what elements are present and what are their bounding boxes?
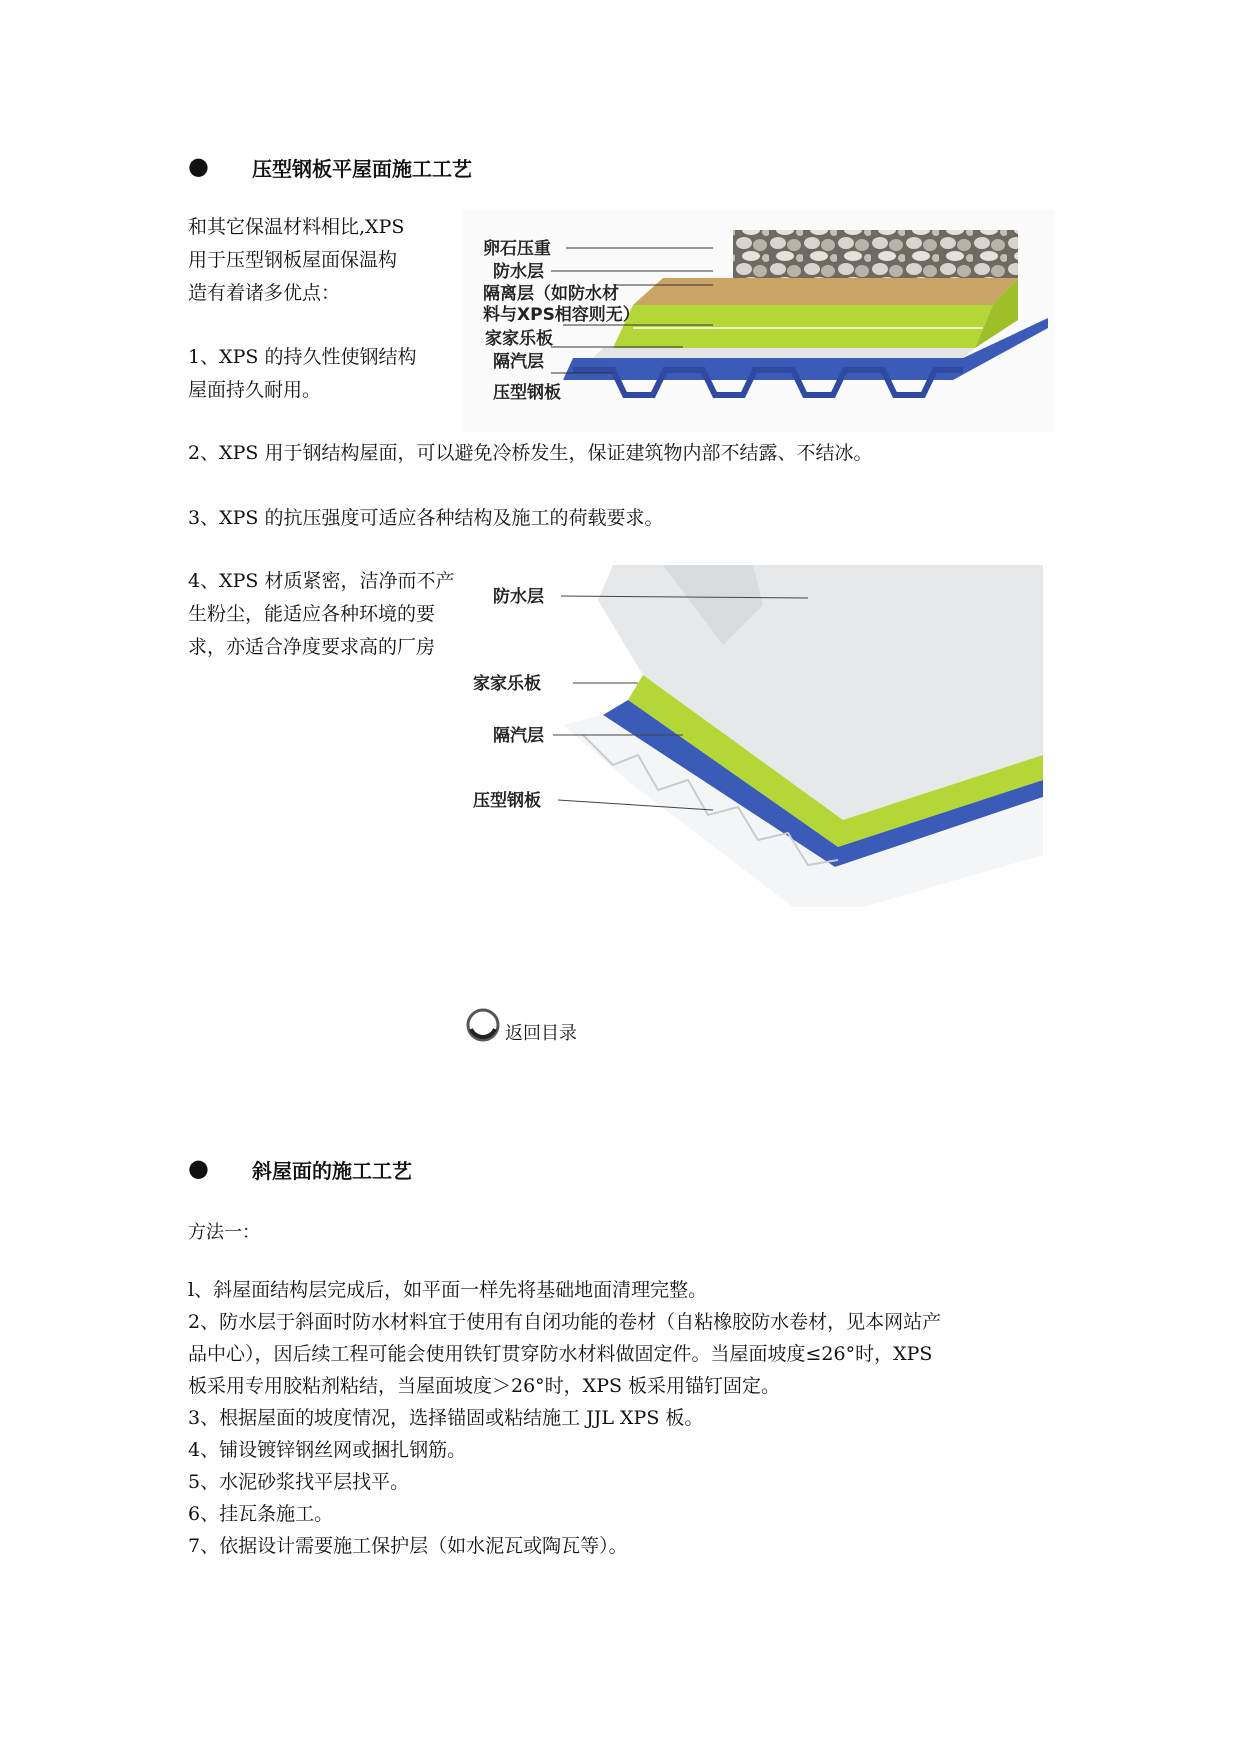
label-steel-deck: 压型钢板 xyxy=(493,383,561,403)
intro-paragraph xyxy=(188,211,458,310)
list-item: l、斜屋面结构层完成后，如平面一样先将基础地面清理完整。 xyxy=(188,1279,708,1301)
point-4 xyxy=(188,565,478,664)
method-label: 方法一： xyxy=(188,1222,260,1243)
label-separation: 隔离层（如防水材 xyxy=(483,284,619,304)
flat-roof-layer-diagram xyxy=(463,210,1055,432)
point-3: 3、XPS 的抗压强度可适应各种结构及施工的荷载要求。 xyxy=(188,507,664,529)
label-pebble: 卵石压重 xyxy=(483,239,551,259)
section-title-sloped-roof: 斜屋面的施工工艺 xyxy=(252,1159,412,1183)
point-2: 2、XPS 用于钢结构屋面，可以避免冷桥发生，保证建筑物内部不结露、不结冰。 xyxy=(188,442,873,464)
bullet-icon: ● xyxy=(188,152,209,180)
bullet-icon: ● xyxy=(188,1154,209,1182)
list-item: 5、水泥砂浆找平层找平。 xyxy=(188,1471,410,1493)
point-1 xyxy=(188,341,458,407)
label-waterproof: 防水层 xyxy=(493,262,544,282)
list-item: 7、依据设计需要施工保护层（如水泥瓦或陶瓦等）。 xyxy=(188,1535,628,1557)
label-vapor: 隔汽层 xyxy=(493,352,544,372)
list-item: 2、防水层于斜面时防水材料宜于使用有自闭功能的卷材（自粘橡胶防水卷材，见本网站产 xyxy=(188,1311,942,1333)
point-4-line: 求，亦适合净度要求高的厂房 xyxy=(188,636,436,658)
pebble-layer xyxy=(733,230,1018,278)
steps-list xyxy=(188,1274,1068,1562)
list-item: 品中心），因后续工程可能会使用铁钉贯穿防水材料做固定件。当屋面坡度≤26°时，XPS xyxy=(188,1343,933,1365)
point-1-line: 屋面持久耐用。 xyxy=(188,379,322,401)
circle-arrow-icon xyxy=(465,1007,501,1043)
intro-line: 和其它保温材料相比,XPS xyxy=(188,216,405,238)
label-xps-board: 家家乐板 xyxy=(473,674,541,694)
list-item: 3、根据屋面的坡度情况，选择锚固或粘结施工 JJL XPS 板。 xyxy=(188,1407,704,1429)
label-waterproof: 防水层 xyxy=(493,587,544,607)
label-separation-2: 料与XPS相容则无） xyxy=(483,305,640,325)
intro-line: 造有着诸多优点： xyxy=(188,282,341,304)
waterproof-layer xyxy=(633,278,1018,305)
list-item: 板采用专用胶粘剂粘结，当屋面坡度＞26°时，XPS 板采用锚钉固定。 xyxy=(188,1375,781,1397)
xps-board-layer xyxy=(613,305,993,348)
section-title-flat-roof: 压型钢板平屋面施工工艺 xyxy=(252,157,472,181)
point-4-line: 4、XPS 材质紧密，洁净而不产 xyxy=(188,570,455,592)
back-to-contents-link[interactable] xyxy=(465,1005,577,1045)
steel-roof-layer-diagram xyxy=(463,565,1055,907)
label-vapor: 隔汽层 xyxy=(493,726,544,746)
point-4-line: 生粉尘，能适应各种环境的要 xyxy=(188,603,436,625)
label-steel-deck: 压型钢板 xyxy=(473,791,541,811)
point-1-line: 1、XPS 的持久性使钢结构 xyxy=(188,346,417,368)
list-item: 4、铺设镀锌钢丝网或捆扎钢筋。 xyxy=(188,1439,467,1461)
list-item: 6、挂瓦条施工。 xyxy=(188,1503,334,1525)
label-xps-board: 家家乐板 xyxy=(485,329,553,349)
back-to-contents-label: 返回目录 xyxy=(505,1023,577,1044)
intro-line: 用于压型钢板屋面保温构 xyxy=(188,249,398,271)
